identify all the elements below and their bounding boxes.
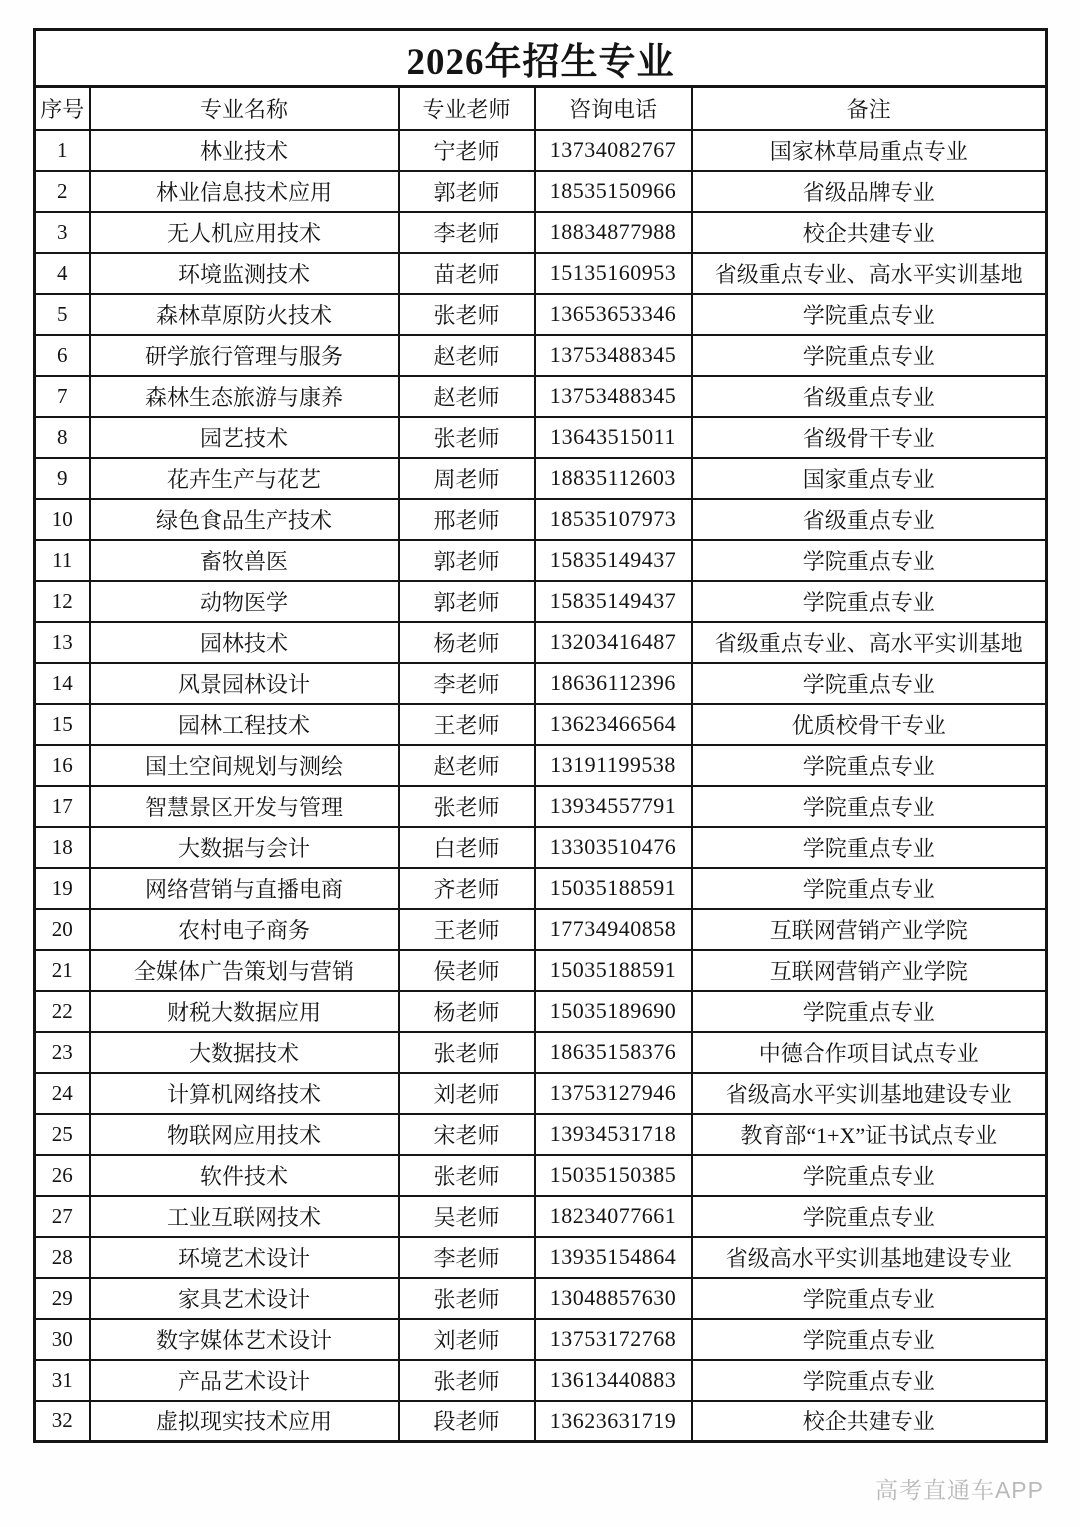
remark-cell: 学院重点专业	[692, 581, 1047, 622]
remark-cell: 校企共建专业	[692, 1401, 1047, 1442]
remark-cell: 学院重点专业	[692, 1278, 1047, 1319]
remark-cell: 省级高水平实训基地建设专业	[692, 1073, 1047, 1114]
teacher-name-cell: 齐老师	[399, 868, 535, 909]
table-row	[35, 294, 1047, 335]
major-name-cell: 国土空间规划与测绘	[90, 745, 399, 786]
table-row	[35, 581, 1047, 622]
phone-number-cell: 18234077661	[535, 1196, 692, 1237]
teacher-name-cell: 王老师	[399, 704, 535, 745]
teacher-name-cell: 张老师	[399, 294, 535, 335]
teacher-name-cell: 郭老师	[399, 540, 535, 581]
major-name-cell: 无人机应用技术	[90, 212, 399, 253]
row-number-cell: 18	[35, 827, 90, 868]
teacher-name-cell: 赵老师	[399, 335, 535, 376]
row-number-cell: 23	[35, 1032, 90, 1073]
table-row	[35, 1073, 1047, 1114]
row-number-cell: 24	[35, 1073, 90, 1114]
teacher-name-cell: 李老师	[399, 212, 535, 253]
table-row	[35, 417, 1047, 458]
major-name-cell: 林业信息技术应用	[90, 171, 399, 212]
teacher-name-cell: 张老师	[399, 417, 535, 458]
remark-cell: 学院重点专业	[692, 335, 1047, 376]
remark-cell: 学院重点专业	[692, 786, 1047, 827]
teacher-name-cell: 张老师	[399, 1032, 535, 1073]
table-row	[35, 1237, 1047, 1278]
teacher-name-cell: 李老师	[399, 663, 535, 704]
major-name-cell: 计算机网络技术	[90, 1073, 399, 1114]
phone-number-cell: 13934531718	[535, 1114, 692, 1155]
column-header-phone: 咨询电话	[535, 87, 692, 130]
column-header-index: 序号	[35, 87, 90, 130]
teacher-name-cell: 郭老师	[399, 171, 535, 212]
phone-number-cell: 18834877988	[535, 212, 692, 253]
teacher-name-cell: 杨老师	[399, 991, 535, 1032]
table-body	[35, 130, 1047, 1442]
table-row	[35, 1319, 1047, 1360]
teacher-name-cell: 赵老师	[399, 745, 535, 786]
teacher-name-cell: 张老师	[399, 1155, 535, 1196]
major-name-cell: 花卉生产与花艺	[90, 458, 399, 499]
teacher-name-cell: 刘老师	[399, 1319, 535, 1360]
table-row	[35, 1401, 1047, 1442]
row-number-cell: 16	[35, 745, 90, 786]
major-name-cell: 大数据与会计	[90, 827, 399, 868]
major-name-cell: 绿色食品生产技术	[90, 499, 399, 540]
teacher-name-cell: 刘老师	[399, 1073, 535, 1114]
table-row	[35, 1114, 1047, 1155]
major-name-cell: 全媒体广告策划与营销	[90, 950, 399, 991]
remark-cell: 学院重点专业	[692, 663, 1047, 704]
row-number-cell: 3	[35, 212, 90, 253]
table-row	[35, 1155, 1047, 1196]
table-header-row	[35, 87, 1047, 130]
teacher-name-cell: 张老师	[399, 1278, 535, 1319]
row-number-cell: 9	[35, 458, 90, 499]
phone-number-cell: 15035188591	[535, 950, 692, 991]
row-number-cell: 1	[35, 130, 90, 171]
phone-number-cell: 15035188591	[535, 868, 692, 909]
major-name-cell: 林业技术	[90, 130, 399, 171]
table-row	[35, 376, 1047, 417]
remark-cell: 中德合作项目试点专业	[692, 1032, 1047, 1073]
table-row	[35, 1032, 1047, 1073]
major-name-cell: 物联网应用技术	[90, 1114, 399, 1155]
remark-cell: 学院重点专业	[692, 745, 1047, 786]
remark-cell: 学院重点专业	[692, 1155, 1047, 1196]
remark-cell: 省级骨干专业	[692, 417, 1047, 458]
phone-number-cell: 13734082767	[535, 130, 692, 171]
table-row	[35, 1278, 1047, 1319]
teacher-name-cell: 段老师	[399, 1401, 535, 1442]
major-name-cell: 森林草原防火技术	[90, 294, 399, 335]
table-row	[35, 622, 1047, 663]
phone-number-cell: 13623631719	[535, 1401, 692, 1442]
major-name-cell: 产品艺术设计	[90, 1360, 399, 1401]
phone-number-cell: 15835149437	[535, 581, 692, 622]
phone-number-cell: 13653653346	[535, 294, 692, 335]
phone-number-cell: 15035189690	[535, 991, 692, 1032]
phone-number-cell: 17734940858	[535, 909, 692, 950]
teacher-name-cell: 吴老师	[399, 1196, 535, 1237]
row-number-cell: 31	[35, 1360, 90, 1401]
row-number-cell: 30	[35, 1319, 90, 1360]
row-number-cell: 21	[35, 950, 90, 991]
remark-cell: 国家重点专业	[692, 458, 1047, 499]
major-name-cell: 研学旅行管理与服务	[90, 335, 399, 376]
column-header-remark: 备注	[692, 87, 1047, 130]
remark-cell: 省级品牌专业	[692, 171, 1047, 212]
row-number-cell: 8	[35, 417, 90, 458]
major-name-cell: 农村电子商务	[90, 909, 399, 950]
table-row	[35, 1196, 1047, 1237]
remark-cell: 学院重点专业	[692, 1196, 1047, 1237]
remark-cell: 省级高水平实训基地建设专业	[692, 1237, 1047, 1278]
teacher-name-cell: 杨老师	[399, 622, 535, 663]
teacher-name-cell: 苗老师	[399, 253, 535, 294]
teacher-name-cell: 李老师	[399, 1237, 535, 1278]
row-number-cell: 25	[35, 1114, 90, 1155]
teacher-name-cell: 邢老师	[399, 499, 535, 540]
phone-number-cell: 13191199538	[535, 745, 692, 786]
row-number-cell: 15	[35, 704, 90, 745]
phone-number-cell: 13613440883	[535, 1360, 692, 1401]
phone-number-cell: 13934557791	[535, 786, 692, 827]
phone-number-cell: 15035150385	[535, 1155, 692, 1196]
phone-number-cell: 15135160953	[535, 253, 692, 294]
page-title: 2026年招生专业	[35, 30, 1047, 87]
teacher-name-cell: 侯老师	[399, 950, 535, 991]
phone-number-cell: 13048857630	[535, 1278, 692, 1319]
major-name-cell: 工业互联网技术	[90, 1196, 399, 1237]
table-row	[35, 663, 1047, 704]
row-number-cell: 5	[35, 294, 90, 335]
major-name-cell: 园艺技术	[90, 417, 399, 458]
remark-cell: 省级重点专业、高水平实训基地	[692, 622, 1047, 663]
row-number-cell: 7	[35, 376, 90, 417]
major-name-cell: 动物医学	[90, 581, 399, 622]
row-number-cell: 10	[35, 499, 90, 540]
enrollment-majors-table	[33, 28, 1048, 1443]
major-name-cell: 风景园林设计	[90, 663, 399, 704]
column-header-major: 专业名称	[90, 87, 399, 130]
table-row	[35, 335, 1047, 376]
major-name-cell: 大数据技术	[90, 1032, 399, 1073]
phone-number-cell: 13623466564	[535, 704, 692, 745]
phone-number-cell: 13303510476	[535, 827, 692, 868]
table-row	[35, 540, 1047, 581]
phone-number-cell: 13753172768	[535, 1319, 692, 1360]
table-row	[35, 745, 1047, 786]
phone-number-cell: 13753127946	[535, 1073, 692, 1114]
major-name-cell: 虚拟现实技术应用	[90, 1401, 399, 1442]
row-number-cell: 32	[35, 1401, 90, 1442]
row-number-cell: 14	[35, 663, 90, 704]
phone-number-cell: 13643515011	[535, 417, 692, 458]
phone-number-cell: 15835149437	[535, 540, 692, 581]
table-row	[35, 499, 1047, 540]
teacher-name-cell: 王老师	[399, 909, 535, 950]
phone-number-cell: 18535150966	[535, 171, 692, 212]
table-row	[35, 950, 1047, 991]
major-name-cell: 园林工程技术	[90, 704, 399, 745]
row-number-cell: 13	[35, 622, 90, 663]
remark-cell: 互联网营销产业学院	[692, 950, 1047, 991]
row-number-cell: 19	[35, 868, 90, 909]
row-number-cell: 26	[35, 1155, 90, 1196]
column-header-teacher: 专业老师	[399, 87, 535, 130]
row-number-cell: 27	[35, 1196, 90, 1237]
table-row	[35, 212, 1047, 253]
table-row	[35, 786, 1047, 827]
major-name-cell: 智慧景区开发与管理	[90, 786, 399, 827]
table-row	[35, 991, 1047, 1032]
phone-number-cell: 13203416487	[535, 622, 692, 663]
table-row	[35, 827, 1047, 868]
teacher-name-cell: 宋老师	[399, 1114, 535, 1155]
teacher-name-cell: 宁老师	[399, 130, 535, 171]
remark-cell: 省级重点专业	[692, 499, 1047, 540]
watermark-text: 高考直通车APP	[874, 1477, 1044, 1503]
phone-number-cell: 18835112603	[535, 458, 692, 499]
phone-number-cell: 13753488345	[535, 335, 692, 376]
major-name-cell: 环境监测技术	[90, 253, 399, 294]
row-number-cell: 20	[35, 909, 90, 950]
phone-number-cell: 18636112396	[535, 663, 692, 704]
remark-cell: 学院重点专业	[692, 540, 1047, 581]
teacher-name-cell: 郭老师	[399, 581, 535, 622]
teacher-name-cell: 张老师	[399, 786, 535, 827]
remark-cell: 优质校骨干专业	[692, 704, 1047, 745]
remark-cell: 学院重点专业	[692, 1319, 1047, 1360]
row-number-cell: 28	[35, 1237, 90, 1278]
table-row	[35, 909, 1047, 950]
remark-cell: 校企共建专业	[692, 212, 1047, 253]
row-number-cell: 2	[35, 171, 90, 212]
teacher-name-cell: 周老师	[399, 458, 535, 499]
row-number-cell: 6	[35, 335, 90, 376]
remark-cell: 学院重点专业	[692, 827, 1047, 868]
remark-cell: 省级重点专业、高水平实训基地	[692, 253, 1047, 294]
remark-cell: 国家林草局重点专业	[692, 130, 1047, 171]
remark-cell: 学院重点专业	[692, 1360, 1047, 1401]
row-number-cell: 4	[35, 253, 90, 294]
table-row	[35, 868, 1047, 909]
row-number-cell: 29	[35, 1278, 90, 1319]
table-row	[35, 171, 1047, 212]
table-row	[35, 1360, 1047, 1401]
table-row	[35, 704, 1047, 745]
major-name-cell: 畜牧兽医	[90, 540, 399, 581]
remark-cell: 省级重点专业	[692, 376, 1047, 417]
table-row	[35, 253, 1047, 294]
major-name-cell: 数字媒体艺术设计	[90, 1319, 399, 1360]
major-name-cell: 家具艺术设计	[90, 1278, 399, 1319]
row-number-cell: 22	[35, 991, 90, 1032]
remark-cell: 学院重点专业	[692, 991, 1047, 1032]
row-number-cell: 12	[35, 581, 90, 622]
title-row	[35, 30, 1047, 87]
remark-cell: 互联网营销产业学院	[692, 909, 1047, 950]
phone-number-cell: 13753488345	[535, 376, 692, 417]
phone-number-cell: 18535107973	[535, 499, 692, 540]
teacher-name-cell: 赵老师	[399, 376, 535, 417]
major-name-cell: 园林技术	[90, 622, 399, 663]
major-name-cell: 森林生态旅游与康养	[90, 376, 399, 417]
row-number-cell: 11	[35, 540, 90, 581]
table-row	[35, 130, 1047, 171]
major-name-cell: 财税大数据应用	[90, 991, 399, 1032]
teacher-name-cell: 张老师	[399, 1360, 535, 1401]
remark-cell: 学院重点专业	[692, 868, 1047, 909]
teacher-name-cell: 白老师	[399, 827, 535, 868]
remark-cell: 教育部“1+X”证书试点专业	[692, 1114, 1047, 1155]
major-name-cell: 软件技术	[90, 1155, 399, 1196]
major-name-cell: 网络营销与直播电商	[90, 868, 399, 909]
major-name-cell: 环境艺术设计	[90, 1237, 399, 1278]
phone-number-cell: 13935154864	[535, 1237, 692, 1278]
phone-number-cell: 18635158376	[535, 1032, 692, 1073]
remark-cell: 学院重点专业	[692, 294, 1047, 335]
row-number-cell: 17	[35, 786, 90, 827]
table-row	[35, 458, 1047, 499]
